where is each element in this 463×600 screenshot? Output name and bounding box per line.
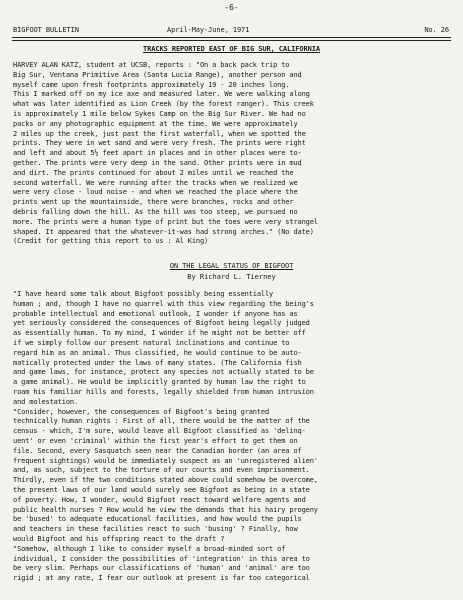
text-line: would Bigfoot and his offspring react to the draft ? [13,534,225,543]
text-line: human ; and, though I have no quarrel with this view regarding the being's [13,299,314,308]
text-line: shaped. It appeared that the whatever-it-was had strong arches." (No date) [13,227,314,236]
text-line: were very close - loud noise - and when we reached the place where the [13,188,298,197]
text-line: matically protected under the laws of many states. (The California fish [13,358,302,367]
article2-title: ON THE LEGAL STATUS OF BIGFOOT [169,262,294,270]
publication-name: BIGFOOT BULLETIN [13,26,79,34]
text-line: 2 miles up the creek, just past the first waterfall, when we spotted the [13,129,306,138]
text-line: a game animal). He would be implicitly granted by human law the right to [13,378,306,387]
header-rule-bottom [12,40,451,41]
text-line: if we simply follow our present natural inclinations and continue to [13,338,290,347]
text-line: be 'bused' to adequate educational facilities, and how would the pupils [13,515,302,524]
text-line: frequent sightings) would be immediately suspect as an 'unregistered alien' [13,456,318,465]
text-line: yet seriously considered the consequences of Bigfoot being legally judged [13,319,310,328]
issue-number: No. 26 [424,26,449,34]
text-line: as essentially human. To my mind, I wonder if he might not be better off [13,329,306,338]
text-line: and, as such, subject to the torture of our courts and even imprisonment. [13,466,310,475]
text-line: roam his familiar hills and forests, legally shielded from human intrusion [13,387,314,396]
text-line: more. The prints were a human type of print but the toes were very strangel [13,217,318,226]
text-line: packs or any photographic equipment at the time. We were approximately [13,119,298,128]
text-line: This I marked off on my ice axe and measured later. We were walking along [13,90,310,99]
text-line: gether. The prints were very deep in the sand. Other prints were in mud [13,158,302,167]
text-line: probable intellectual and emotional outlook, I wonder if anyone has as [13,309,298,318]
article1-title: TRACKS REPORTED EAST OF BIG SUR, CALIFORNIA [143,45,320,53]
text-line: "I have heard some talk about Bigfoot possibly being essentially [13,290,274,298]
article1-body [13,61,453,247]
text-line: and left and about 5½ feet apart in places and in other places were to- [13,149,302,158]
text-line: what was later identified as Lion Creek (by the forest ranger). This creek [13,100,314,109]
text-line: Big Sur, Ventana Primitive Area (Santa Lucia Range), another person and [13,70,302,79]
text-line: the present laws of our land would surely see Bigfoot as being in a state [13,485,310,494]
text-line: rigid ; at any rate, I fear our outlook at present is far too categorical [13,574,310,583]
text-line: and game laws, for instance, protect any species not actually stated to be [13,368,314,377]
text-line: technically human rights : First of all, there would be the matter of the [13,417,310,426]
text-line: regard him as an animal. Thus classified, he would continue to be auto- [13,348,302,357]
text-line: second waterfall. We were running after the tracks when we realized we [13,178,298,187]
issue-date: April-May-June, 1971 [167,26,250,34]
text-line: file. Second, every Sasquatch seen near the Canadian border (an area of [13,446,302,455]
text-line: be very slim. Perhaps our classifications of 'human' and 'animal' are too [13,564,310,573]
text-line: and teachers in these facilities react to such 'busing' ? Finally, how [13,525,298,534]
text-line: and molestation. [13,397,79,406]
text-line: public health nurses ? How would he view the demands that his hairy progeny [13,505,318,514]
page-number: -6- [224,3,239,12]
text-line: myself came upon fresh footprints approximately 19 - 20 inches long. [13,80,290,89]
text-line: individual, I consider the possibilities of 'integration' in this area to [13,554,310,563]
text-line: prints. They were in wet sand and were very fresh. The prints were right [13,139,306,148]
text-line: Thirdly, even if the two conditions stated above could somehow be overcome, [13,476,318,485]
text-line: is approximately 1 mile below Sykes Camp on the Big Sur River. We had no [13,109,306,118]
text-line: census - which, I'm sure, would leave all Bigfoot classified as 'delinq- [13,427,306,436]
text-line: (Credit for getting this report to us : Al King) [13,237,209,246]
header-rule-top [12,37,451,38]
article2-byline: By Richard L. Tierney [187,273,276,281]
text-line: of poverty. How, I wonder, would Bigfoot react toward welfare agents and [13,495,306,504]
article2-body [13,290,453,584]
text-line: HARVEY ALAN KATZ, student at UCSB, reports : "On a back pack trip to [13,61,290,69]
bulletin-header [13,26,449,37]
text-line: "Consider, however, the consequences of Bigfoot's being granted [13,407,270,416]
text-line: "Somehow, although I like to consider myself a broad-minded sort of [13,544,286,553]
text-line: uent' or even 'criminal' within the first year's effort to get them on [13,436,298,445]
text-line: and dirt. The prints continued for about 2 miles until we reached the [13,168,294,177]
text-line: debris falling down the hill. As the hill was too steep, we pursued no [13,207,298,216]
text-line: prints went up the mountainside, there were branches, rocks and other [13,198,294,207]
